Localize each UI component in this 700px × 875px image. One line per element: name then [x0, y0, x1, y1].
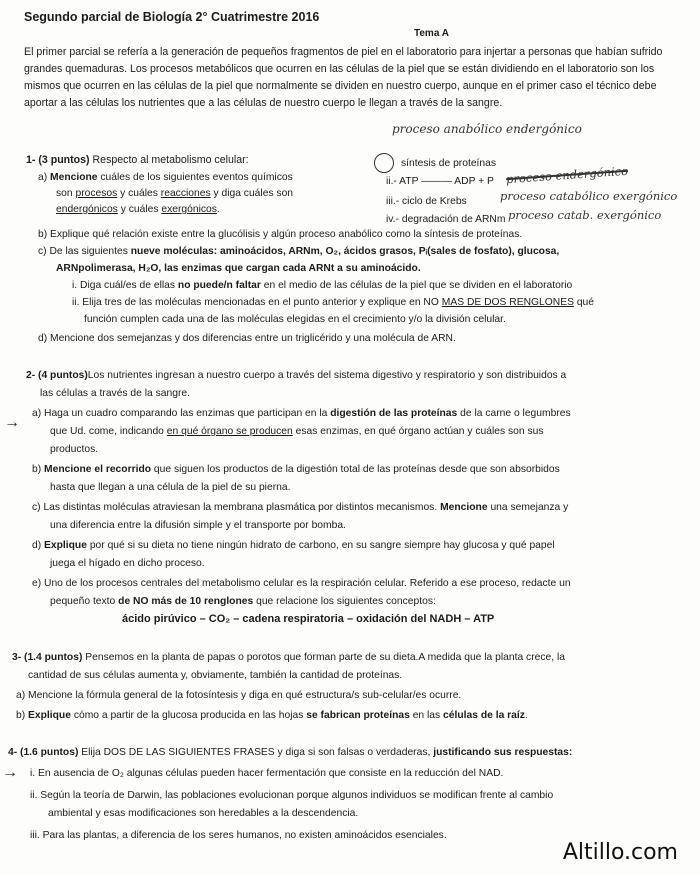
- q1-list-iv: iv.- degradación de ARNm: [386, 214, 506, 225]
- q3-heading-line2: cantidad de sus células aumenta y, obviamente, también la cantidad de proteínas.: [28, 670, 403, 681]
- q1-c-i: i. Diga cuál/es de ellas no puede/n faltar en el medio de las células de la piel que se dividen en el laboratorio: [72, 280, 573, 291]
- exam-title: Segundo parcial de Biología 2° Cuatrimestre 2016: [24, 10, 320, 24]
- q2-a-line1: a) Haga un cuadro comparando las enzimas que participan en la digestión de las proteínas de la carne o legumbres: [32, 408, 571, 419]
- q2-b-line1: b) Mencione el recorrido que siguen los productos de la digestión total de las proteínas desde que son absorbidos: [32, 464, 560, 475]
- q1-list-ii: ii.- ATP ——— ADP + P: [386, 176, 494, 187]
- q3-heading-line1: 3- (1.4 puntos) Pensemos en la planta de papas o porotos que forman parte de su dieta.A medida que la planta crece, la: [12, 652, 565, 663]
- q2-e-line2: pequeño texto de NO más de 10 renglones que relacione los siguientes conceptos:: [50, 596, 436, 607]
- q1-b: b) Explique qué relación existe entre la glucólisis y algún proceso anabólico como la síntesis de proteínas.: [38, 229, 523, 240]
- q4-ii-line2: ambiental y esas modificaciones son heredables a la descendencia.: [48, 808, 359, 819]
- q2-d-line2: juega el hígado en dicho proceso.: [50, 558, 205, 569]
- q4-heading: 4- (1.6 puntos) Elija DOS DE LAS SIGUIENTES FRASES y diga si son falsas o verdaderas, justificando sus respuestas:: [8, 747, 573, 758]
- q1-d: d) Mencione dos semejanzas y dos diferencias entre un triglicérido y una molécula de ARN.: [38, 333, 456, 344]
- q2-d-line1: d) Explique por qué si su dieta no tiene ningún hidrato de carbono, en su sangre siempre hay glucosa y qué papel: [32, 540, 555, 551]
- q1-a-line1: a) Mencione cuáles de los siguientes eventos químicos: [38, 172, 293, 183]
- q3-b: b) Explique cómo a partir de la glucosa producida en las hojas se fabrican proteínas en las células de la raíz.: [16, 710, 528, 721]
- watermark-logo: Altillo.com: [562, 840, 678, 865]
- q2-c-line1: c) Las distintas moléculas atraviesan la membrana plasmática por distintos mecanismos. Mencione una semejanza y: [32, 502, 569, 513]
- q2-c-line2: una diferencia entre la difusión simple y el transporte por bomba.: [50, 520, 346, 531]
- q1-c-ii-line2: función cumplen cada una de las moléculas elegidas en el crecimiento y/o la división celular.: [84, 314, 506, 325]
- circled-item-mark: [374, 153, 394, 173]
- q2-a-line2: que Ud. come, indicando en qué órgano se producen esas enzimas, en qué órgano actúan y cuáles son sus: [50, 426, 544, 437]
- arrow-mark-icon: →: [2, 764, 18, 781]
- intro-paragraph: El primer parcial se refería a la generación de pequeños fragmentos de piel en el laboratorio para injertar a personas que habían sufrido grandes quemaduras. Los procesos metabólicos que ocurren en las células de la piel que se están dividiendo en el laboratorio son los mismos que ocurren en las células de la piel que normalmente se dividen en nuestro cuerpo, aunque en el primer caso el técnico debe aportar a las células los nutrientes que a las células de nuestro cuerpo le llegan a través de la sangre.: [24, 46, 663, 109]
- q1-c-line1: c) De las siguientes nueve moléculas: aminoácidos, ARNm, O₂, ácidos grasos, Pᵢ(sales de fosfato), glucosa,: [38, 246, 560, 257]
- q2-e-line1: e) Uno de los procesos centrales del metabolismo celular es la respiración celular. Referido a ese proceso, redacte un: [32, 578, 571, 589]
- q2-heading-line2: las células a través de la sangre.: [40, 388, 190, 399]
- q1-a-line3: endergónicos y cuáles exergónicos.: [56, 204, 220, 215]
- q1-c-ii-line1: ii. Elija tres de las moléculas mencionadas en el punto anterior y explique en NO MAS DE DOS RENGLONES qué: [72, 297, 594, 308]
- handwritten-note-iii: proceso catabólico exergónico: [500, 189, 678, 203]
- q4-iii: iii. Para las plantas, a diferencia de los seres humanos, no existen aminoácidos esenciales.: [30, 830, 447, 841]
- q2-b-line2: hasta que llegan a una célula de la piel de su pierna.: [50, 482, 291, 493]
- arrow-mark-icon: →: [4, 414, 20, 431]
- q4-i: i. En ausencia de O₂ algunas células pueden hacer fermentación que consiste en la reducción del NAD.: [30, 768, 504, 779]
- q3-a: a) Mencione la fórmula general de la fotosíntesis y diga en qué estructura/s sub-celular/es ocurre.: [16, 690, 462, 701]
- q2-e-concepts: ácido pirúvico – CO₂ – cadena respiratoria – oxidación del NADH – ATP: [122, 613, 495, 625]
- q2-a-line3: productos.: [50, 444, 99, 455]
- handwritten-note-i: proceso anabólico endergónico: [392, 122, 582, 136]
- q1-c-line2: ARNpolimerasa, H₂O, las enzimas que cargan cada ARNt a su aminoácido.: [56, 263, 421, 274]
- handwritten-note-iv: proceso catab. exergónico: [508, 208, 662, 222]
- exam-version: Tema A: [414, 28, 450, 39]
- q1-list-iii: iii.- ciclo de Krebs: [386, 196, 467, 207]
- q4-ii-line1: ii. Según la teoría de Darwin, las poblaciones evolucionan porque algunos individuos se modifican frente al cambio: [30, 790, 554, 801]
- q1-a-line2: son procesos y cuáles reacciones y diga cuáles son: [56, 188, 294, 199]
- q1-heading: 1- (3 puntos) Respecto al metabolismo celular:: [26, 154, 249, 166]
- q1-list-i: síntesis de proteínas: [401, 158, 497, 169]
- handwritten-note-ii: proceso endergónico: [505, 163, 629, 187]
- q2-heading-line1: 2- (4 puntos)Los nutrientes ingresan a nuestro cuerpo a través del sistema digestivo y respiratorio y son distribuidos a: [26, 370, 567, 381]
